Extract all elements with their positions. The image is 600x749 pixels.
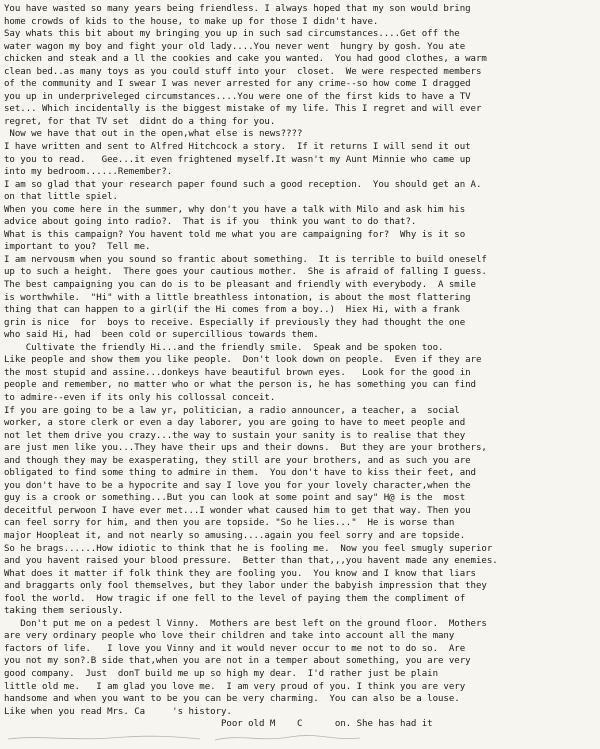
letter-line: worker, a store clerk or even a day laborer, you are going to have to meet people and — [4, 418, 466, 429]
letter-line: guy is a crook or something...But you can look at some point and say" H@ is the most — [4, 493, 466, 504]
letter-line: important to you? Tell me. — [4, 242, 151, 253]
letter-line: and braggarts only fool themselves, but they labor under the babyish impression that they — [4, 581, 487, 592]
letter-line: people and remember, no matter who or what the person is, he has something you can find — [4, 380, 476, 391]
letter-line: The best campaigning you can do is to be pleasant and friendly with everybody. A smile — [4, 280, 476, 291]
letter-line: are very ordinary people who love their children and take into account all the many — [4, 631, 455, 642]
letter-line: You have wasted so many years being friendless. I always hoped that my son would bring — [4, 4, 471, 14]
letter-line: handsome and when you want to be you can be very charming. You can also be a louse. — [4, 694, 460, 705]
letter-line: What is this campaign? You havent told me what you are campaigning for? Why is it so — [4, 229, 466, 240]
letter-line: fool the world. How tragic if one fell to the level of paying them the compliment of — [4, 593, 466, 604]
letter-line: and though they may be exasperating, they still are your brothers, and as such you are — [4, 455, 471, 466]
letter-line: So he brags......How idiotic to think that he is fooling me. Now you feel smugly superior — [4, 543, 493, 554]
letter-line: little old me. I am glad you love me. I am very proud of you. I think you are very — [4, 681, 466, 692]
letter-line: not let them drive you crazy...the way to sustain your sanity is to realise that they — [4, 430, 466, 441]
letter-line: factors of life. I love you Vinny and it would never occur to me not to do so. Are — [4, 643, 466, 654]
letter-line: and you havent raised your blood pressure. Better than that,,,you havent made any enemies. — [4, 556, 498, 567]
letter-line: can feel sorry for him, and then you are topside. "So he lies..." He is worse than — [4, 518, 455, 529]
letter-line: you up in underpriveleged circumstances....You were one of the first kids to have a TV — [4, 91, 471, 102]
letter-line: set... Which incidentally is the biggest mistake of my life. This I regret and will ever — [4, 104, 482, 115]
letter-line: to you to read. Gee...it even frightened myself.It wasn't my Aunt Minnie who came up — [4, 154, 471, 165]
letter-line: I am nervousm when you sound so frantic about something. It is terrible to build oneself — [4, 254, 487, 265]
letter-line: Don't put me on a pedest l Vinny. Mothers are best left on the ground floor. Mothers — [4, 618, 487, 629]
letter-line: to admire--even if its only his collossal conceit. — [4, 392, 276, 403]
letter-line: If you are going to be a law yr, politician, a radio announcer, a teacher, a social — [4, 405, 460, 416]
letter-line: on that little spiel. — [4, 192, 118, 203]
letter-line: I am so glad that your research paper found such a good reception. You should get an A. — [4, 179, 482, 190]
letter-line: obligated to find some thing to admire in them. You don't have to kiss their feet, and — [4, 468, 476, 479]
letter-line: grin is nice for boys to receive. Especially if previously they had thought the one — [4, 317, 466, 328]
letter-line: home crowds of kids to the house, to make up for those I didn't have. — [4, 16, 379, 27]
letter-line: the most stupid and assine...donkeys have beautiful brown eyes. Look for the good in — [4, 367, 471, 378]
letter-line: I have written and sent to Alfred Hitchcock a story. If it returns I will send it out — [4, 142, 471, 153]
letter-line: regret, for that TV set didnt do a thing for you. — [4, 116, 276, 127]
letter-line: are just men like you...They have their ups and their downs. But they are your brothers, — [4, 443, 487, 454]
letter-line: you don't have to be a hypocrite and say I love you for your lovely character,when the — [4, 480, 471, 491]
letter-line: water wagon my boy and fight your old lady....You never went hungry by gosh. You ate — [4, 41, 466, 52]
letter-line: thing that can happen to a girl(if the Hi comes from a boy..) Hiex Hi, with a frank — [4, 305, 460, 316]
letter-line: deceitful perwoon I have ever met...I wonder what caused him to get that way. Then you — [4, 505, 471, 516]
letter-line: taking them seriously. — [4, 606, 124, 617]
letter-line: Like when you read Mrs. Ca 's history. — [4, 706, 232, 717]
letter-line: of the community and I swear I was never arrested for any crime--so how come I dragged — [4, 79, 471, 90]
letter-line: What does it matter if folk think they are fooling you. You know and I know that liars — [4, 568, 476, 579]
letter-line: advice about going into radio?. That is if you think you want to do that?. — [4, 217, 417, 228]
signoff-line: Poor old M C on. She has had it — [4, 719, 433, 730]
letter-body — [4, 3, 592, 718]
letter-line: you not my son?.B side that,when you are not in a temper about something, you are very — [4, 656, 471, 667]
letter-line: major Hoopleat it, and not nearly so amusing....again you feel sorry and are topside. — [4, 530, 466, 541]
letter-line: good company. Just donT build me up so high my dear. I'd rather just be plain — [4, 668, 438, 679]
letter-line: Say whats this bit about my bringing you up in such sad circumstances....Get off the — [4, 29, 460, 40]
letter-line: When you come here in the summer, why don't you have a talk with Milo and ask him his — [4, 204, 466, 215]
letter-line: up to such a height. There goes your cautious mother. She is afraid of falling I guess. — [4, 267, 487, 278]
letter-line: chicken and steak and a ll the cookies and cake you wanted. You had good clothes, a warm — [4, 54, 487, 65]
handwritten-scribble-icon — [0, 729, 600, 745]
letter-line: who said Hi, had been cold or supercillious towards them. — [4, 330, 319, 341]
letter-line: Cultivate the friendly Hi...and the friendly smile. Speak and be spoken too. — [4, 342, 444, 353]
letter-line: Like people and show them you like people. Don't look down on people. Even if they are — [4, 355, 482, 366]
letter-line: is worthwhile. "Hi" with a little breathless intonation, is about the most flattering — [4, 292, 471, 303]
letter-line: clean bed..as many toys as you could stuff into your closet. We were respected members — [4, 66, 482, 77]
letter-line: Now we have that out in the open,what else is news???? — [4, 129, 303, 140]
letter-line: into my bedroom......Remember?. — [4, 167, 173, 178]
